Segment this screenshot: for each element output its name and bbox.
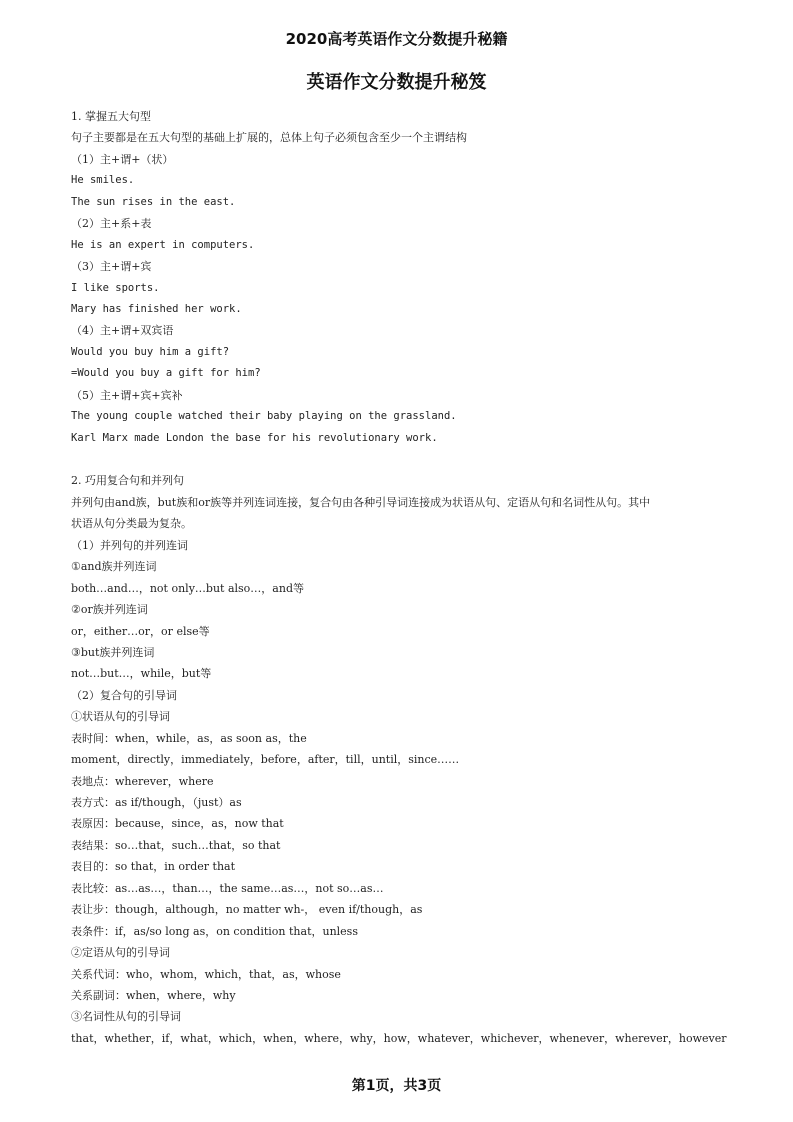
list-item: or，either…or，or else等 — [71, 624, 210, 638]
page-indicator: 第1页，共3页 — [351, 1078, 442, 1094]
pattern-label: （2）主+系+表 — [71, 217, 152, 231]
example-sentence: Would you buy him a gift? — [71, 345, 230, 358]
list-label: ③but族并列连词 — [71, 645, 155, 659]
list-item: moment，directly，immediately，before，after，till，until，since…… — [71, 753, 460, 767]
list-label: ①状语从句的引导词 — [71, 710, 170, 724]
list-item: 表条件：if，as/so long as，on condition that，unless — [71, 924, 358, 938]
section-heading: 1. 掌握五大句型 — [71, 110, 151, 123]
list-item: 表目的：so that，in order that — [71, 860, 236, 874]
document-body — [71, 106, 731, 1049]
example-sentence: Mary has finished her work. — [71, 302, 242, 315]
pattern-label: （3）主+谓+宾 — [71, 260, 152, 274]
list-item: both…and…，not only…but also…，and等 — [71, 581, 304, 595]
list-label: ①and族并列连词 — [71, 560, 157, 574]
list-item: 表比较：as…as…，than…，the same…as…，not so…as… — [71, 881, 384, 895]
paragraph: 并列句由and族，but族和or族等并列连词连接，复合句由各种引导词连接成为状语从句、定语从句和名词性从句。其中 — [71, 495, 651, 509]
list-item: 关系副词：when，where，why — [71, 988, 236, 1002]
list-item: 表地点：wherever，where — [71, 774, 214, 788]
paragraph: 状语从句分类最为复杂。 — [71, 517, 192, 531]
example-sentence: I like sports. — [71, 281, 160, 294]
list-item: 表让步：though，although，no matter wh-， even if/though，as — [71, 903, 423, 917]
pattern-label: （4）主+谓+双宾语 — [71, 324, 174, 338]
example-sentence: The young couple watched their baby playing on the grassland. — [71, 410, 457, 423]
list-label: ③名词性从句的引导词 — [71, 1010, 181, 1024]
list-item: 关系代词：who，whom，which，that，as，whose — [71, 967, 341, 981]
list-label: ②or族并列连词 — [71, 603, 148, 617]
list-item: 表方式：as if/though，（just）as — [71, 796, 242, 809]
running-header: 2020高考英语作文分数提升秘籍 — [285, 30, 508, 48]
pattern-label: （1）主+谓+（状） — [71, 152, 174, 166]
list-item: 表时间：when，while，as，as soon as，the — [71, 731, 307, 745]
subsection-label: （2）复合句的引导词 — [71, 688, 177, 702]
list-item: that，whether，if，what，which，when，where，why，how，whatever，whichever，whenever，wherever，however — [71, 1031, 727, 1045]
paragraph: 句子主要都是在五大句型的基础上扩展的，总体上句子必须包含至少一个主谓结构 — [71, 131, 467, 145]
document-title: 英语作文分数提升秘笈 — [306, 72, 487, 93]
list-label: ②定语从句的引导词 — [71, 946, 170, 960]
subsection-label: （1）并列句的并列连词 — [71, 538, 188, 552]
example-sentence: =Would you buy a gift for him? — [71, 367, 261, 380]
example-sentence: He smiles. — [71, 174, 135, 187]
example-sentence: Karl Marx made London the base for his revolutionary work. — [71, 431, 438, 444]
list-item: 表原因：because，since，as，now that — [71, 817, 284, 831]
example-sentence: He is an expert in computers. — [71, 238, 255, 251]
pattern-label: （5）主+谓+宾+宾补 — [71, 388, 183, 402]
example-sentence: The sun rises in the east. — [71, 195, 236, 208]
list-item: not…but…，while，but等 — [71, 667, 212, 681]
section-heading: 2. 巧用复合句和并列句 — [71, 474, 184, 488]
spacer — [71, 449, 731, 470]
list-item: 表结果：so…that，such…that，so that — [71, 838, 281, 852]
